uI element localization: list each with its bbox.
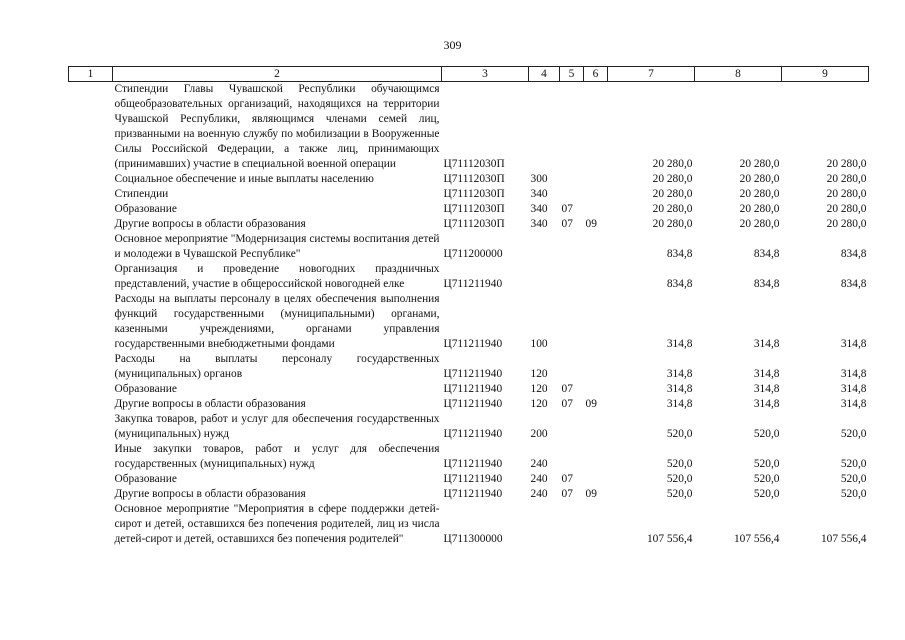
target-code: Ц711211940 [443, 368, 503, 380]
row-blank [69, 472, 113, 487]
amount-2025: 20 280,0 [739, 173, 780, 185]
section [560, 232, 584, 262]
subsection [584, 292, 608, 352]
amount-2026: 20 280,0 [826, 203, 867, 215]
subsection [584, 412, 608, 442]
row-name: Образование [114, 383, 177, 395]
amount-2024: 20 280,0 [652, 158, 693, 170]
subsection [584, 232, 608, 262]
amount-2026: 20 280,0 [826, 188, 867, 200]
row-blank [69, 442, 113, 472]
subsection [584, 502, 608, 547]
amount-2024: 314,8 [666, 338, 693, 350]
target-code: Ц711211940 [443, 428, 503, 440]
table-row [69, 232, 869, 262]
amount-2024: 20 280,0 [652, 218, 693, 230]
amount-2025: 314,8 [753, 368, 780, 380]
subsection: 09 [585, 398, 597, 410]
section: 07 [561, 218, 573, 230]
section: 07 [561, 488, 573, 500]
amount-2026: 314,8 [840, 383, 867, 395]
amount-2026: 314,8 [840, 368, 867, 380]
amount-2025: 834,8 [753, 248, 780, 260]
table-row [69, 397, 869, 412]
target-code: Ц711211940 [443, 278, 503, 290]
subsection [584, 187, 608, 202]
row-blank [69, 352, 113, 382]
amount-2025: 834,8 [753, 278, 780, 290]
table-row [69, 412, 869, 442]
table-row [69, 82, 869, 173]
amount-2025: 520,0 [753, 473, 780, 485]
table-row [69, 487, 869, 502]
table-row [69, 262, 869, 292]
subsection: 09 [585, 488, 597, 500]
row-blank [69, 382, 113, 397]
table-row [69, 472, 869, 487]
expense-type: 340 [530, 218, 548, 230]
row-name: Образование [114, 203, 177, 215]
section [560, 292, 584, 352]
expense-type: 200 [530, 428, 548, 440]
amount-2026: 520,0 [840, 428, 867, 440]
subsection [584, 382, 608, 397]
budget-table [68, 66, 869, 547]
amount-2024: 834,8 [666, 248, 693, 260]
table-row [69, 442, 869, 472]
section: 07 [561, 383, 573, 395]
expense-type: 120 [530, 383, 548, 395]
table-row [69, 292, 869, 352]
table-body [69, 82, 869, 548]
row-name: Основное мероприятие "Модернизация системы воспитания детей и молодежи в Чувашской Республике" [114, 233, 440, 260]
amount-2026: 314,8 [840, 338, 867, 350]
target-code: Ц711211940 [443, 398, 503, 410]
section [560, 262, 584, 292]
row-blank [69, 217, 113, 232]
column-header: 5 [560, 67, 584, 82]
amount-2025: 520,0 [753, 428, 780, 440]
row-blank [69, 82, 113, 173]
row-name: Иные закупки товаров, работ и услуг для обеспечения государственных (муниципальных) нужд [114, 443, 440, 470]
table-row [69, 187, 869, 202]
section [560, 187, 584, 202]
target-code: Ц711211940 [443, 473, 503, 485]
section [560, 352, 584, 382]
column-header: 6 [584, 67, 608, 82]
row-blank [69, 262, 113, 292]
table-header-row [69, 67, 869, 82]
target-code: Ц71112030П [443, 158, 505, 170]
row-name: Стипендии Главы Чувашской Республики обучающимся общеобразовательных организаций, находящихся на территории Чувашской Республики, являющимся членами семей лиц, призванными на военную службу по мобилизации в Вооруженные Силы Российской Федерации, а также лиц, принимающих (принимавших) участие в специальной военной операции [114, 83, 440, 170]
expense-type: 240 [530, 473, 548, 485]
amount-2025: 314,8 [753, 398, 780, 410]
expense-type: 120 [530, 398, 548, 410]
amount-2025: 520,0 [753, 458, 780, 470]
section: 07 [561, 398, 573, 410]
amount-2024: 314,8 [666, 383, 693, 395]
amount-2024: 834,8 [666, 278, 693, 290]
expense-type: 240 [530, 488, 548, 500]
table-row [69, 217, 869, 232]
table-row [69, 382, 869, 397]
table-row [69, 502, 869, 547]
section: 07 [561, 473, 573, 485]
amount-2026: 20 280,0 [826, 173, 867, 185]
amount-2026: 834,8 [840, 248, 867, 260]
row-name: Другие вопросы в области образования [114, 488, 306, 500]
row-name: Образование [114, 473, 177, 485]
subsection [584, 172, 608, 187]
amount-2025: 20 280,0 [739, 188, 780, 200]
expense-type: 340 [530, 203, 548, 215]
row-name: Расходы на выплаты персоналу государственных (муниципальных) органов [114, 353, 440, 380]
section: 07 [561, 203, 573, 215]
table-row [69, 202, 869, 217]
target-code: Ц71112030П [443, 188, 505, 200]
amount-2025: 107 556,4 [733, 533, 780, 545]
subsection [584, 472, 608, 487]
section [560, 82, 584, 173]
row-name: Закупка товаров, работ и услуг для обеспечения государственных (муниципальных) нужд [114, 413, 440, 440]
amount-2024: 20 280,0 [652, 188, 693, 200]
expense-type: 340 [530, 188, 548, 200]
column-header: 9 [782, 67, 869, 82]
table-row [69, 172, 869, 187]
row-blank [69, 202, 113, 217]
column-header: 8 [695, 67, 782, 82]
expense-type: 120 [530, 368, 548, 380]
expense-type [529, 82, 560, 173]
subsection [584, 82, 608, 173]
amount-2024: 107 556,4 [646, 533, 693, 545]
row-name: Основное мероприятие "Мероприятия в сфере поддержки детей-сирот и детей, оставшихся без попечения родителей, лиц из числа детей-сирот и детей, оставшихся без попечения родителей" [114, 503, 440, 545]
amount-2024: 520,0 [666, 428, 693, 440]
subsection: 09 [585, 218, 597, 230]
target-code: Ц711200000 [443, 248, 503, 260]
amount-2025: 520,0 [753, 488, 780, 500]
amount-2025: 314,8 [753, 383, 780, 395]
section [560, 502, 584, 547]
amount-2026: 834,8 [840, 278, 867, 290]
section [560, 442, 584, 472]
amount-2026: 314,8 [840, 398, 867, 410]
expense-type [529, 502, 560, 547]
expense-type: 100 [530, 338, 548, 350]
row-blank [69, 187, 113, 202]
column-header: 2 [113, 67, 442, 82]
amount-2025: 20 280,0 [739, 158, 780, 170]
section [560, 412, 584, 442]
row-name: Организация и проведение новогодних праздничных представлений, участие в общероссийской новогодней елке [114, 263, 440, 290]
target-code: Ц711211940 [443, 338, 503, 350]
row-name: Стипендии [114, 188, 169, 200]
amount-2026: 20 280,0 [826, 158, 867, 170]
row-name: Расходы на выплаты персоналу в целях обеспечения выполнения функций государственными (муниципальными) органами, казенными учреждениями, органами управления государственными внебюджетными фондами [114, 293, 440, 350]
target-code: Ц711211940 [443, 458, 503, 470]
row-name: Социальное обеспечение и иные выплаты населению [114, 173, 374, 185]
column-header: 3 [442, 67, 529, 82]
row-blank [69, 502, 113, 547]
row-blank [69, 172, 113, 187]
page-number: 309 [443, 38, 462, 52]
target-code: Ц71112030П [443, 218, 505, 230]
row-blank [69, 412, 113, 442]
row-name: Другие вопросы в области образования [114, 398, 306, 410]
amount-2026: 520,0 [840, 473, 867, 485]
subsection [584, 262, 608, 292]
amount-2024: 520,0 [666, 458, 693, 470]
amount-2024: 314,8 [666, 398, 693, 410]
row-name: Другие вопросы в области образования [114, 218, 306, 230]
amount-2024: 314,8 [666, 368, 693, 380]
expense-type: 240 [530, 458, 548, 470]
subsection [584, 442, 608, 472]
section [560, 172, 584, 187]
amount-2025: 20 280,0 [739, 203, 780, 215]
expense-type [529, 232, 560, 262]
subsection [584, 202, 608, 217]
amount-2024: 520,0 [666, 488, 693, 500]
row-blank [69, 397, 113, 412]
row-blank [69, 292, 113, 352]
column-header: 7 [608, 67, 695, 82]
table-row [69, 352, 869, 382]
row-blank [69, 232, 113, 262]
target-code: Ц711300000 [443, 533, 503, 545]
amount-2026: 20 280,0 [826, 218, 867, 230]
expense-type [529, 262, 560, 292]
amount-2025: 314,8 [753, 338, 780, 350]
column-header: 4 [529, 67, 560, 82]
amount-2024: 520,0 [666, 473, 693, 485]
amount-2026: 107 556,4 [820, 533, 867, 545]
amount-2026: 520,0 [840, 488, 867, 500]
target-code: Ц711211940 [443, 383, 503, 395]
amount-2024: 20 280,0 [652, 173, 693, 185]
target-code: Ц71112030П [443, 203, 505, 215]
expense-type: 300 [530, 173, 548, 185]
amount-2024: 20 280,0 [652, 203, 693, 215]
target-code: Ц71112030П [443, 173, 505, 185]
row-blank [69, 487, 113, 502]
target-code: Ц711211940 [443, 488, 503, 500]
subsection [584, 352, 608, 382]
column-header: 1 [69, 67, 113, 82]
amount-2026: 520,0 [840, 458, 867, 470]
amount-2025: 20 280,0 [739, 218, 780, 230]
